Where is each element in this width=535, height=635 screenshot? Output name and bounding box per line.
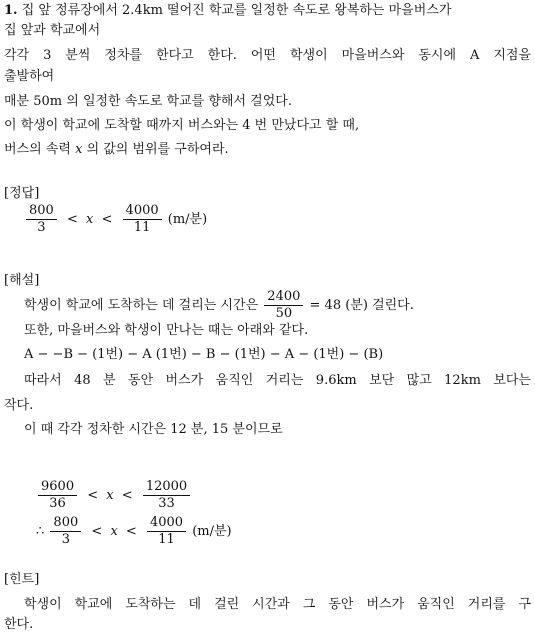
problem-line-1 [4, 2, 531, 20]
problem-text-7a: 버스의 속력 [4, 142, 71, 157]
variable-x: x [106, 488, 114, 503]
fraction-upper [123, 203, 162, 236]
hint-line-1: 학생이 학교에 도착하는 데 걸린 시간과 그 동안 버스가 움직인 거리를 구 [24, 597, 531, 612]
answer-inequality [24, 203, 207, 236]
solution-line-4: 따라서 48 분 동안 버스가 움직인 거리는 9.6km 보단 많고 12km 보다는 [24, 373, 531, 388]
solution-heading: [해설] [4, 273, 40, 288]
less-than-sign: < [121, 488, 133, 503]
less-than-sign: < [87, 488, 99, 503]
fraction-denominator: 3 [61, 532, 70, 547]
fraction-denominator: 11 [133, 220, 151, 235]
less-than-sign: < [66, 212, 78, 227]
solution-line-6: 이 때 각각 정차한 시간은 12 분, 15 분이므로 [24, 422, 283, 437]
fraction-numerator: 2400 [264, 289, 303, 306]
solution-inequality-1 [36, 479, 192, 512]
fraction-upper [143, 479, 190, 512]
solution-text-1: 학생이 학교에 도착하는 데 걸리는 시간은 [24, 298, 259, 313]
solution-inequality-2 [36, 515, 232, 548]
fraction-upper [147, 515, 186, 548]
fraction-numerator: 800 [26, 203, 57, 220]
unit-label: (m/분) [192, 524, 232, 539]
hint-heading: [힌트] [4, 572, 40, 587]
fraction-denominator: 33 [158, 496, 175, 511]
solution-line-5: 작다. [4, 398, 34, 413]
variable-x: x [75, 142, 83, 157]
fraction-numerator: 800 [50, 515, 81, 532]
less-than-sign: < [101, 212, 113, 227]
solution-text-1b: = 48 (분) 걸린다. [309, 298, 414, 313]
therefore-symbol: ∴ [36, 524, 45, 539]
fraction-lower [26, 203, 57, 236]
problem-line-3: 각각 3 분씩 정차를 한다고 한다. 어떤 학생이 마을버스와 동시에 A 지점을 [4, 48, 531, 63]
problem-number: 1. [4, 3, 18, 18]
problem-text-7b: 의 값의 범위를 구하여라. [86, 142, 229, 157]
problem-text-1: 집 앞 정류장에서 2.4km 떨어진 학교를 일정한 속도로 왕복하는 마을버스가 [21, 3, 452, 18]
fraction-denominator: 50 [275, 306, 293, 321]
variable-x: x [110, 524, 118, 539]
solution-line-3: A − −B − (1번) − A (1번) − B − (1번) − A − (1번) − (B) [24, 347, 384, 362]
hint-line-2: 한다. [4, 617, 34, 632]
problem-line-7 [4, 141, 229, 159]
problem-line-5: 매분 50m 의 일정한 속도로 학교를 향해서 걸었다. [4, 94, 292, 109]
less-than-sign: < [125, 524, 137, 539]
fraction-denominator: 11 [158, 532, 175, 547]
problem-line-4: 출발하여 [4, 69, 55, 84]
fraction-lower [38, 479, 77, 512]
fraction-numerator: 4000 [147, 515, 186, 532]
fraction-denominator: 3 [37, 220, 46, 235]
problem-line-6: 이 학생이 학교에 도착할 때까지 버스와는 4 번 만났다고 할 때, [4, 118, 360, 133]
fraction-time [264, 289, 303, 322]
solution-line-1 [24, 289, 414, 322]
fraction-numerator: 12000 [143, 479, 190, 496]
fraction-numerator: 9600 [38, 479, 77, 496]
less-than-sign: < [91, 524, 103, 539]
fraction-denominator: 36 [49, 496, 66, 511]
answer-heading: [정답] [4, 186, 40, 201]
variable-x: x [86, 212, 94, 227]
fraction-numerator: 4000 [123, 203, 162, 220]
problem-line-2: 집 앞과 학교에서 [4, 23, 101, 38]
solution-line-2: 또한, 마을버스와 학생이 만나는 때는 아래와 같다. [24, 323, 309, 338]
unit-label: (m/분) [167, 212, 208, 227]
fraction-lower [50, 515, 81, 548]
